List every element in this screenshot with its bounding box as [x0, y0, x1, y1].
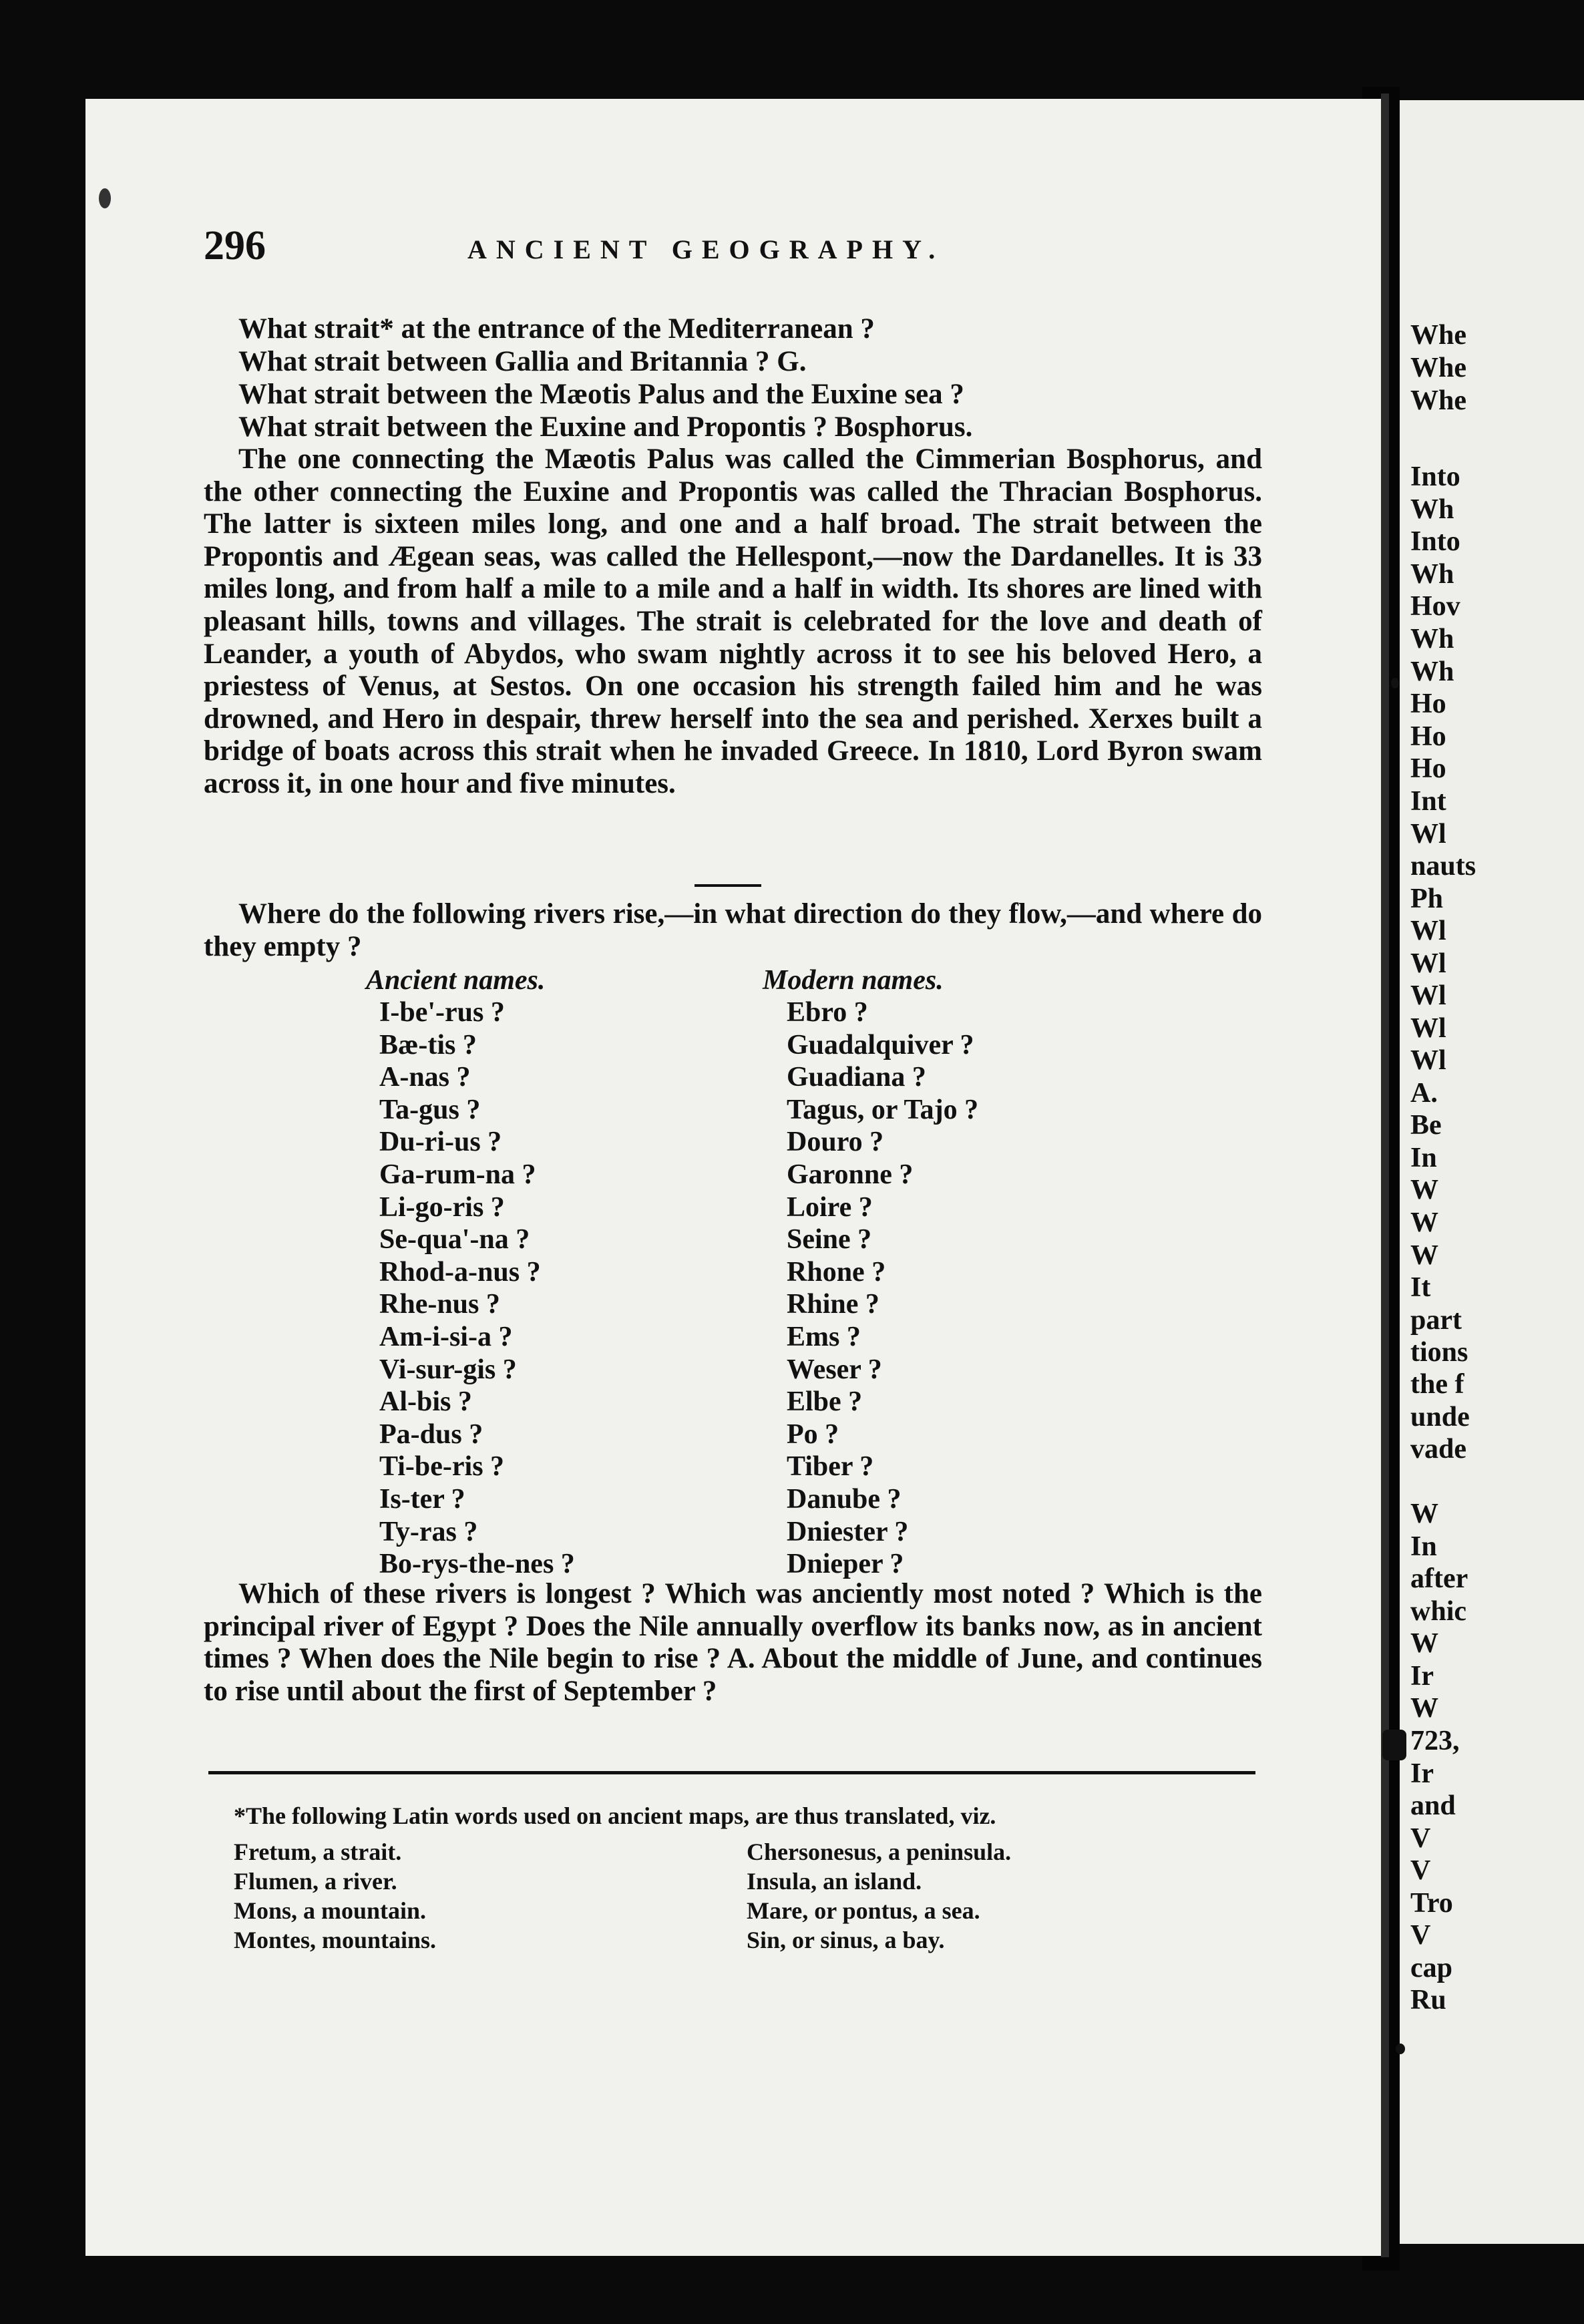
right-page-text-fragment: Hov	[1410, 591, 1460, 622]
binding-mark	[1391, 678, 1399, 689]
modern-river-name: Po ?	[787, 1418, 839, 1450]
right-page-text-fragment: W	[1410, 1175, 1438, 1205]
ancient-river-name: Rhe-nus ?	[379, 1289, 500, 1320]
ancient-river-name: A-nas ?	[379, 1062, 471, 1093]
footnote-item: Chersonesus, a peninsula.	[747, 1838, 1012, 1865]
ancient-river-name: Se-qua'-na ?	[379, 1224, 530, 1255]
ancient-river-name: Ti-be-ris ?	[379, 1451, 505, 1483]
modern-names-header: Modern names.	[763, 965, 944, 996]
right-page-text-fragment: In	[1410, 1531, 1437, 1562]
right-page-text-fragment: In	[1410, 1143, 1437, 1173]
right-page-text-fragment: W	[1410, 1693, 1438, 1724]
right-page-text-fragment: tions	[1410, 1337, 1468, 1368]
nile-paragraph: Which of these rivers is longest ? Which was anciently most noted ? Which is the principal river of Egypt ? Does the Nile annually overflow its banks now, as in ancient times ? When does the Nile begin to rise ? A. About the middle of June, and continues to rise until about the first of September ?	[204, 1578, 1262, 1707]
right-page-text-fragment: W	[1410, 1207, 1438, 1238]
right-page-text-fragment: V	[1410, 1823, 1431, 1854]
modern-river-name: Seine ?	[787, 1224, 872, 1255]
ancient-river-name: Rhod-a-nus ?	[379, 1256, 541, 1288]
right-page-text-fragment: Whe	[1410, 320, 1466, 351]
modern-river-name: Dnieper ?	[787, 1549, 904, 1580]
modern-river-name: Tagus, or Tajo ?	[787, 1094, 979, 1125]
modern-river-name: Weser ?	[787, 1354, 882, 1385]
question-line: What strait between Gallia and Britannia ? G.	[238, 346, 807, 377]
right-page-text-fragment: Ho	[1410, 689, 1446, 719]
ancient-river-name: Am-i-si-a ?	[379, 1322, 513, 1352]
right-page-text-fragment: Wl	[1410, 980, 1446, 1011]
rivers-question: Where do the following rivers rise,—in what direction do they flow,—and where do they empty ?	[204, 898, 1262, 962]
right-page-text-fragment: nauts	[1410, 851, 1476, 882]
right-page-text-fragment: W	[1410, 1628, 1438, 1659]
question-line: What strait between the Mæotis Palus and the Euxine sea ?	[238, 379, 964, 410]
modern-river-name: Douro ?	[787, 1127, 884, 1158]
right-page-text-fragment: Ru	[1410, 1985, 1446, 2015]
right-page-text-fragment: 723,	[1410, 1726, 1460, 1756]
modern-river-name: Elbe ?	[787, 1386, 863, 1418]
right-page-text-fragment: and	[1410, 1790, 1456, 1821]
ancient-river-name: Li-go-ris ?	[379, 1191, 505, 1223]
right-page-text-fragment: cap	[1410, 1953, 1452, 1983]
right-page-text-fragment: V	[1410, 1855, 1431, 1886]
right-page-text-fragment: Wl	[1410, 1045, 1446, 1076]
modern-river-name: Guadiana ?	[787, 1062, 926, 1093]
right-page-text-fragment: Int	[1410, 786, 1446, 817]
ancient-river-name: Pa-dus ?	[379, 1418, 483, 1450]
book-spine-edge	[1381, 93, 1389, 2257]
right-page-text-fragment: Wl	[1410, 1013, 1446, 1044]
modern-river-name: Guadalquiver ?	[787, 1029, 974, 1060]
footnote-item: Mons, a mountain.	[234, 1897, 427, 1924]
page-number: 296	[204, 223, 266, 268]
modern-river-name: Rhone ?	[787, 1256, 886, 1288]
footnote-item: Flumen, a river.	[234, 1868, 397, 1895]
right-page-text-fragment: Whe	[1410, 353, 1466, 383]
binding-mark	[1396, 2044, 1405, 2054]
right-page-text-fragment: It	[1410, 1272, 1431, 1303]
footnote-item: Fretum, a strait.	[234, 1838, 402, 1865]
question-line: What strait between the Euxine and Propontis ? Bosphorus.	[238, 411, 973, 443]
ancient-river-name: Bæ-tis ?	[379, 1029, 477, 1060]
right-page-text-fragment: Whe	[1410, 385, 1466, 416]
page-mark	[99, 188, 111, 208]
ancient-river-name: Ty-ras ?	[379, 1516, 478, 1547]
footnote-item: Insula, an island.	[747, 1868, 922, 1895]
right-page-edge	[1400, 100, 1584, 2244]
right-page-text-fragment: Be	[1410, 1110, 1442, 1141]
ancient-names-header: Ancient names.	[366, 965, 546, 996]
modern-river-name: Danube ?	[787, 1484, 902, 1515]
ancient-river-name: Is-ter ?	[379, 1484, 465, 1515]
question-line: What strait* at the entrance of the Mediterranean ?	[238, 313, 875, 345]
right-page-text-fragment: W	[1410, 1240, 1438, 1271]
modern-river-name: Ems ?	[787, 1322, 861, 1352]
right-page-text-fragment: Wl	[1410, 916, 1446, 946]
footnote-title: *The following Latin words used on ancient maps, are thus translated, viz.	[234, 1802, 996, 1829]
footnote-item: Sin, or sinus, a bay.	[747, 1927, 945, 1953]
right-page-text-fragment: part	[1410, 1305, 1462, 1336]
right-page-text-fragment: the f	[1410, 1369, 1464, 1400]
right-page-text-fragment: Ho	[1410, 753, 1446, 784]
section-divider	[695, 884, 761, 887]
right-page-text-fragment: Into	[1410, 461, 1460, 492]
right-page-text-fragment: Wh	[1410, 559, 1454, 590]
right-page-text-fragment: Wh	[1410, 624, 1454, 654]
ancient-river-name: I-be'-rus ?	[379, 997, 505, 1028]
right-page-text-fragment: Tro	[1410, 1888, 1453, 1919]
right-page-text-fragment: after	[1410, 1563, 1468, 1594]
modern-river-name: Tiber ?	[787, 1451, 874, 1483]
footnote-rule	[208, 1771, 1255, 1774]
modern-river-name: Dniester ?	[787, 1516, 909, 1547]
ancient-river-name: Du-ri-us ?	[379, 1127, 502, 1158]
right-page-text-fragment: Ir	[1410, 1758, 1434, 1789]
right-page-text-fragment: vade	[1410, 1434, 1466, 1465]
right-page-text-fragment: Ir	[1410, 1661, 1434, 1692]
modern-river-name: Loire ?	[787, 1191, 873, 1223]
ancient-river-name: Ga-rum-na ?	[379, 1159, 536, 1190]
ancient-river-name: Bo-rys-the-nes ?	[379, 1549, 575, 1580]
right-page-text-fragment: V	[1410, 1920, 1431, 1951]
footnote-item: Mare, or pontus, a sea.	[747, 1897, 980, 1924]
running-title: ANCIENT GEOGRAPHY.	[467, 234, 945, 264]
right-page-text-fragment: Wh	[1410, 656, 1454, 687]
right-page-text-fragment: Into	[1410, 526, 1460, 557]
right-page-text-fragment: Ph	[1410, 884, 1444, 914]
right-page-text-fragment: unde	[1410, 1402, 1470, 1432]
right-page-text-fragment: Wh	[1410, 494, 1454, 525]
right-page-text-fragment: Wl	[1410, 819, 1446, 849]
right-page-text-fragment: A.	[1410, 1078, 1438, 1109]
right-page-text-fragment: whic	[1410, 1596, 1466, 1627]
right-page-text-fragment: Wl	[1410, 948, 1446, 979]
right-page-text-fragment: Ho	[1410, 721, 1446, 752]
bosphorus-paragraph: The one connecting the Mæotis Palus was called the Cimmerian Bosphorus, and the other connecting the Euxine and Propontis was called the Thracian Bosphorus. The latter is sixteen miles long, and one and a half broad. The strait between the Propontis and Ægean seas, was called the Hellespont,—now the Dardanelles. It is 33 miles long, and from half a mile to a mile and a half in width. Its shores are lined with pleasant hills, towns and villages. The strait is celebrated for the love and death of Leander, a youth of Abydos, who swam nightly across it to see his beloved Hero, a priestess of Venus, at Sestos. On one occasion his strength failed him and he was drowned, and Hero in despair, threw herself into the sea and perished. Xerxes built a bridge of boats across this strait when he invaded Greece. In 1810, Lord Byron swam across it, in one hour and five minutes.	[204, 443, 1262, 799]
modern-river-name: Garonne ?	[787, 1159, 914, 1190]
ancient-river-name: Al-bis ?	[379, 1386, 472, 1418]
ancient-river-name: Ta-gus ?	[379, 1094, 481, 1125]
ancient-river-name: Vi-sur-gis ?	[379, 1354, 517, 1385]
right-page-text-fragment: W	[1410, 1499, 1438, 1529]
footnote-item: Montes, mountains.	[234, 1927, 437, 1953]
modern-river-name: Ebro ?	[787, 997, 868, 1028]
modern-river-name: Rhine ?	[787, 1289, 879, 1320]
binding-mark	[1382, 1730, 1406, 1760]
